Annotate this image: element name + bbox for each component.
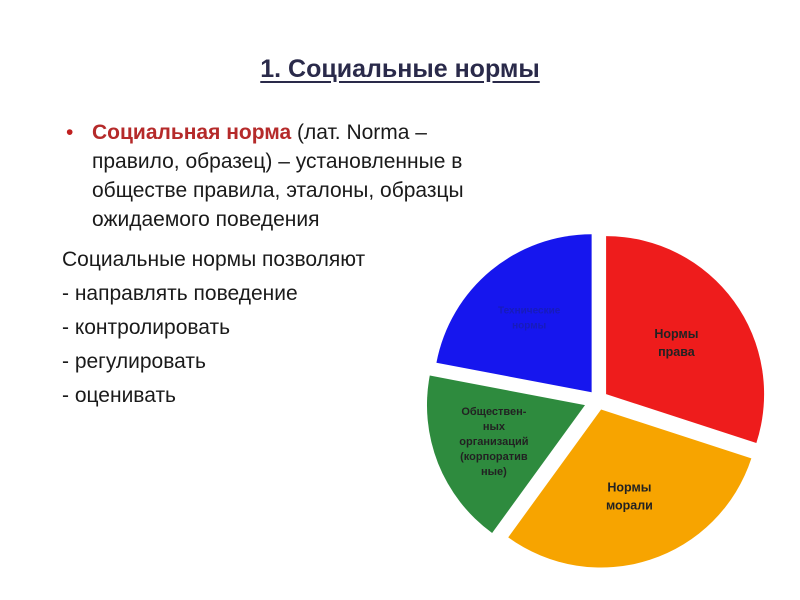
label-morals: Нормы морали bbox=[605, 480, 653, 513]
definition-rest-line1: (лат. Norma – bbox=[291, 121, 427, 144]
label-technical: Технические нормы bbox=[498, 305, 561, 332]
slide-title: 1. Социальные нормы bbox=[260, 55, 540, 83]
label-law: Нормы права bbox=[654, 327, 699, 360]
allows-heading: Социальные нормы позволяют bbox=[62, 248, 366, 271]
bullet-icon: • bbox=[66, 121, 74, 144]
definition-line3: обществе правила, эталоны, образцы bbox=[92, 179, 464, 202]
label-organizations: Обществен-ных организаций (корпоратив ные) bbox=[459, 406, 529, 479]
definition-term: Социальная норма bbox=[92, 121, 292, 144]
definition-line2: правило, образец) – установленные в bbox=[92, 150, 463, 173]
definition-line4: ожидаемого поведения bbox=[92, 208, 320, 231]
allows-item-regulate: - регулировать bbox=[62, 350, 206, 373]
allows-item-direct: - направлять поведение bbox=[62, 282, 298, 305]
allows-item-evaluate: - оценивать bbox=[62, 384, 177, 407]
allows-item-control: - контролировать bbox=[62, 316, 231, 339]
